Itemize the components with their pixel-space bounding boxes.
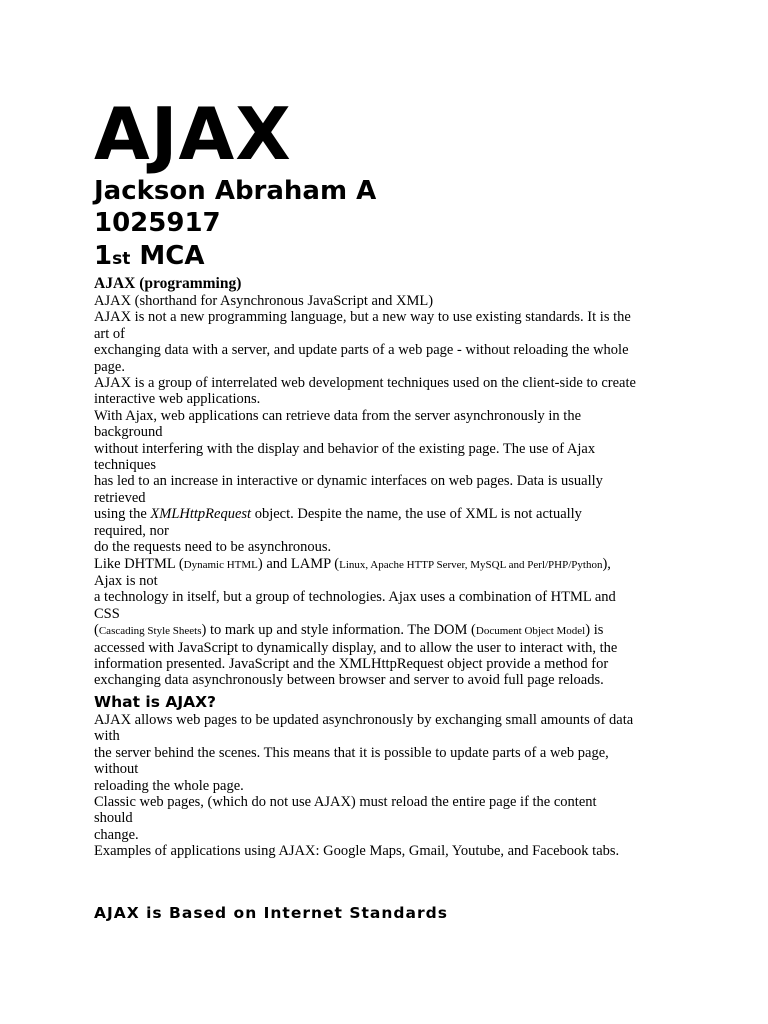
section-heading-internet-standards: AJAX is Based on Internet Standards — [94, 904, 448, 922]
css-b: ) to mark up and style information. The DOM ( — [201, 622, 476, 639]
paragraph-line: exchanging data with a server, and update parts of a web page - without reloading the whole — [94, 342, 629, 359]
like-b: ) and LAMP ( — [257, 555, 340, 572]
paragraph-line: accessed with JavaScript to dynamically display, and to allow the user to interact with, the — [94, 639, 618, 656]
paragraph-line: interactive web applications. — [94, 391, 261, 408]
paragraph-line: AJAX is a group of interrelated web development techniques used on the client-side to create — [94, 375, 636, 392]
paragraph-line: required, nor — [94, 522, 169, 539]
paragraph-line: retrieved — [94, 489, 146, 506]
xhr-italic: XMLHttpRequest — [150, 506, 252, 523]
like-a-small: Dynamic HTML — [183, 558, 258, 571]
css-b-small: Document Object Model — [475, 625, 586, 638]
paragraph-line: art of — [94, 325, 125, 342]
paragraph-line: AJAX (shorthand for Asynchronous JavaScript and XML) — [94, 293, 434, 309]
course-ordinal-suffix: st — [112, 249, 131, 269]
paragraph-line: without — [94, 761, 139, 778]
paragraph-line: information presented. JavaScript and the XMLHttpRequest object provide a method for — [94, 655, 609, 672]
paragraph-line — [94, 506, 684, 522]
paragraph-line: should — [94, 810, 133, 827]
paragraph-line: a technology in itself, but a group of technologies. Ajax uses a combination of HTML and — [94, 589, 616, 606]
paragraph-line: With Ajax, web applications can retrieve data from the server asynchronously in the — [94, 407, 582, 424]
paragraph-line: techniques — [94, 457, 157, 474]
paragraph-line: with — [94, 728, 120, 745]
paragraph-line: change. — [94, 826, 139, 843]
section-ajax-programming — [94, 275, 684, 689]
paragraph-line: background — [94, 424, 163, 441]
paragraph-line: without interfering with the display and behavior of the existing page. The use of Ajax — [94, 440, 596, 457]
xhr-after: object. Despite the name, the use of XML is not actually — [251, 506, 582, 523]
paragraph-line: CSS — [94, 605, 120, 622]
like-a: Like DHTML ( — [94, 555, 184, 572]
paragraph-line: reloading the whole page. — [94, 777, 244, 794]
section-heading-what-is-ajax: What is AJAX? — [94, 693, 217, 711]
css-c: ) is — [585, 622, 604, 639]
like-b-small: Linux, Apache HTTP Server, MySQL and Perl/PHP/Python — [339, 558, 603, 571]
paragraph-line: Classic web pages, (which do not use AJAX) must reload the entire page if the content — [94, 794, 597, 811]
xhr-before: using the — [94, 506, 151, 523]
document-title: AJAX — [94, 92, 292, 176]
paragraph-line: exchanging data asynchronously between browser and server to avoid full page reloads. — [94, 672, 604, 689]
paragraph-line: Examples of applications using AJAX: Google Maps, Gmail, Youtube, and Facebook tabs. — [94, 843, 620, 860]
paragraph-line: do the requests need to be asynchronous. — [94, 539, 332, 556]
paragraph-line: AJAX allows web pages to be updated asynchronously by exchanging small amounts of data — [94, 712, 634, 728]
course — [94, 240, 204, 275]
paragraph-line: the server behind the scenes. This means that it is possible to update parts of a web page, — [94, 744, 609, 761]
paragraph-line: Ajax is not — [94, 572, 158, 589]
course-program: MCA — [139, 241, 205, 271]
like-c: ), — [602, 555, 611, 572]
paragraph-line: AJAX is not a new programming language, but a new way to use existing standards. It is the — [94, 309, 631, 326]
css-a: ( — [94, 622, 99, 639]
section-what-is-ajax — [94, 712, 684, 860]
paragraph-line — [94, 622, 684, 639]
paragraph-line: has led to an increase in interactive or dynamic interfaces on web pages. Data is usually — [94, 473, 603, 490]
section-heading: AJAX (programming) — [94, 275, 242, 292]
paragraph-line: page. — [94, 358, 125, 375]
paragraph-line — [94, 556, 684, 573]
id-number: 1025917 — [94, 208, 221, 238]
css-a-small: Cascading Style Sheets — [98, 625, 202, 638]
author-name: Jackson Abraham A — [94, 176, 377, 206]
course-ordinal: 1 — [94, 241, 113, 271]
